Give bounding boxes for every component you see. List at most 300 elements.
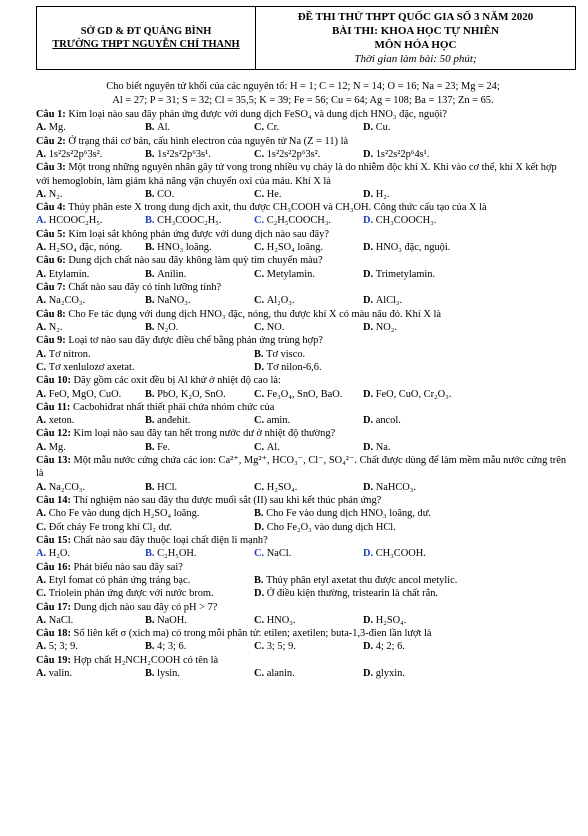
option-b[interactable]	[145, 481, 254, 494]
option-text: H₂SO₄ loãng.	[266, 242, 324, 254]
option-letter: D.	[363, 481, 374, 493]
option-text: H₂SO₄.	[375, 614, 407, 626]
answer-options	[36, 481, 570, 494]
question-11	[36, 401, 570, 428]
option-a[interactable]	[36, 268, 145, 281]
option-text: H₂O.	[48, 548, 70, 560]
option-letter: D.	[254, 521, 265, 533]
option-a[interactable]	[36, 614, 145, 627]
answer-options	[36, 587, 570, 600]
answer-options	[36, 388, 570, 401]
option-letter: C.	[254, 268, 265, 280]
option-letter: B.	[145, 295, 155, 307]
option-b[interactable]	[254, 507, 431, 520]
question-text: Số liên kết σ (xích ma) có trong mỗi phân tử: etilen; axetilen; buta-1,3-đien lần lượt là	[73, 628, 432, 640]
option-text: 3; 5; 9.	[266, 641, 296, 653]
option-b[interactable]	[145, 414, 254, 427]
option-text: 1s²2s²2p⁶4s¹.	[375, 148, 430, 160]
option-letter: D.	[363, 295, 374, 307]
option-letter: B.	[145, 188, 155, 200]
option-d[interactable]	[363, 121, 390, 134]
question-12	[36, 427, 570, 454]
option-a[interactable]	[36, 507, 254, 520]
question-text: Chất nào sau đây có tính lưỡng tính?	[68, 282, 222, 293]
answer-options	[36, 241, 570, 254]
option-text: Cho Fe₂O₃ vào dung dịch HCl.	[266, 521, 396, 533]
option-c[interactable]	[254, 414, 363, 427]
option-text: Cho Fe vào dung dịch H₂SO₄ loãng.	[48, 508, 200, 520]
option-a[interactable]	[36, 121, 145, 134]
option-c[interactable]	[254, 667, 363, 680]
option-text: Đốt cháy Fe trong khí Cl₂ dư.	[48, 521, 172, 533]
question-text: Dung dịch chất nào sau đây không làm quỳ tím chuyển màu?	[68, 255, 323, 267]
option-d[interactable]	[363, 614, 406, 627]
answer-options	[36, 188, 570, 201]
option-c[interactable]	[254, 481, 363, 494]
option-letter: B.	[145, 122, 155, 134]
question-stem	[36, 427, 570, 440]
school-name: TRƯỜNG THPT NGUYỄN CHÍ THANH	[52, 39, 240, 51]
option-letter: D.	[254, 588, 265, 600]
option-text: Triolein phản ứng được với nước brom.	[48, 588, 214, 600]
option-letter: C.	[254, 548, 265, 560]
option-text: NaCl.	[266, 548, 292, 560]
option-letter: A.	[36, 242, 47, 254]
option-a[interactable]	[36, 321, 145, 334]
option-text: 1s²2s²2p⁶3s¹.	[157, 148, 211, 160]
question-17	[36, 601, 570, 628]
question-number: Câu 5:	[36, 228, 66, 240]
option-c[interactable]	[254, 294, 363, 307]
option-c[interactable]	[36, 587, 254, 600]
option-text: CH₃COOH.	[375, 548, 426, 560]
question-15	[36, 534, 570, 561]
option-text: Al.	[266, 441, 280, 453]
option-d[interactable]	[254, 587, 438, 600]
question-1	[36, 108, 570, 135]
question-14	[36, 494, 570, 534]
option-b[interactable]	[145, 121, 254, 134]
option-letter: B.	[254, 348, 264, 360]
question-stem	[36, 601, 570, 614]
option-text: Na₂CO₃.	[48, 481, 86, 493]
option-b[interactable]	[145, 441, 254, 454]
answer-options	[36, 441, 570, 454]
question-number: Câu 1:	[36, 108, 66, 120]
answer-options	[36, 121, 570, 134]
option-text: Na.	[375, 441, 391, 453]
question-list	[36, 108, 570, 680]
option-text: He.	[266, 188, 282, 200]
question-stem	[36, 201, 570, 214]
option-b[interactable]	[145, 321, 254, 334]
option-letter: C.	[36, 588, 47, 600]
option-text: Trimetylamin.	[375, 268, 436, 280]
option-letter: B.	[145, 548, 155, 560]
answer-options	[36, 521, 570, 534]
option-letter: C.	[254, 321, 265, 333]
option-b[interactable]	[145, 294, 254, 307]
question-stem	[36, 281, 570, 294]
option-text: Mg.	[48, 441, 66, 453]
question-text: Kim loại nào sau đây tan hết trong nước dư ở nhiệt độ thường?	[73, 428, 336, 440]
option-text: HCl.	[157, 481, 178, 493]
option-text: CH₃COOC₂H₅.	[157, 215, 222, 227]
question-19	[36, 654, 570, 681]
option-text: NaCl.	[48, 614, 74, 626]
option-text: H₂SO₄.	[266, 481, 298, 493]
question-text: Chất nào sau đây thuộc loại chất điện li mạnh?	[73, 534, 268, 546]
option-d[interactable]	[363, 547, 426, 560]
option-letter: A.	[36, 574, 47, 586]
option-letter: D.	[254, 361, 265, 373]
option-text: lysin.	[157, 668, 180, 680]
answer-options	[36, 294, 570, 307]
question-text: Thủy phân este X trong dung dịch axit, thu được CH₃COOH và CH₃OH. Công thức cấu tạo của X là	[68, 202, 487, 214]
question-4	[36, 201, 570, 228]
question-stem	[36, 108, 570, 121]
option-letter: D.	[363, 548, 374, 560]
option-text: Fe₃O₄, SnO, BaO.	[266, 388, 343, 400]
question-number: Câu 13:	[36, 455, 71, 467]
department-name: SỞ GD & ĐT QUẢNG BÌNH	[80, 25, 212, 37]
option-text: FeO, CuO, Cr₂O₃.	[375, 388, 452, 400]
option-letter: A.	[36, 614, 47, 626]
option-letter: A.	[36, 441, 47, 453]
question-text: Thí nghiệm nào sau đây thu được muối sắt (II) sau khi kết thúc phản ứng?	[73, 495, 382, 506]
option-text: amin.	[266, 415, 291, 427]
option-c[interactable]	[254, 321, 363, 334]
question-text: Loại tơ nào sau đây được điều chế bằng phản ứng trùng hợp?	[68, 335, 323, 347]
option-a[interactable]	[36, 481, 145, 494]
option-c[interactable]	[254, 214, 363, 227]
exam-subject-area: BÀI THI: KHOA HỌC TỰ NHIÊN	[332, 25, 499, 38]
option-c[interactable]	[36, 361, 254, 374]
option-text: xeton.	[48, 415, 75, 427]
option-c[interactable]	[254, 148, 363, 161]
question-stem	[36, 374, 570, 387]
exam-header	[36, 6, 576, 70]
option-letter: A.	[36, 148, 47, 160]
option-text: H₂SO₄ đặc, nóng.	[48, 242, 123, 254]
option-text: 4; 3; 6.	[157, 641, 187, 653]
option-letter: C.	[254, 188, 265, 200]
option-text: C₂H₅COOCH₃.	[266, 215, 331, 227]
option-letter: A.	[36, 188, 47, 200]
option-c[interactable]	[254, 241, 363, 254]
option-c[interactable]	[254, 388, 363, 401]
option-letter: B.	[145, 441, 155, 453]
question-number: Câu 3:	[36, 162, 66, 174]
option-text: anđehit.	[157, 415, 191, 427]
option-letter: D.	[363, 242, 374, 254]
option-letter: A.	[36, 415, 47, 427]
question-8	[36, 308, 570, 335]
question-text: Một trong những nguyên nhân gây tử vong trong nhiều vụ cháy là do nhiễm độc khí X. Khi vào cơ thể, khí X kết hợp với hemoglobin, làm giảm khả năng vận chuyển oxi của máu. Khí X là	[36, 162, 557, 187]
option-c[interactable]	[254, 121, 363, 134]
option-letter: A.	[36, 321, 47, 333]
option-text: HCOOC₂H₅.	[48, 215, 103, 227]
option-c[interactable]	[36, 521, 254, 534]
question-text: Phát biểu nào sau đây sai?	[73, 561, 183, 573]
option-a[interactable]	[36, 547, 145, 560]
option-a[interactable]	[36, 414, 145, 427]
option-letter: D.	[363, 415, 374, 427]
option-text: Tơ nitron.	[48, 348, 91, 360]
option-letter: B.	[145, 415, 155, 427]
answer-options	[36, 574, 570, 587]
atomic-mass-line-1: Cho biết nguyên tử khối của các nguyên tố: H = 1; C = 12; N = 14; O = 16; Na = 23; Mg = 24;	[106, 81, 500, 93]
option-b[interactable]	[254, 348, 305, 361]
option-letter: C.	[254, 215, 265, 227]
option-text: alanin.	[266, 668, 295, 680]
option-a[interactable]	[36, 574, 254, 587]
question-number: Câu 19:	[36, 654, 71, 666]
exam-subject: MÔN HÓA HỌC	[374, 39, 457, 52]
option-text: Thủy phân etyl axetat thu được ancol metylic.	[266, 574, 458, 586]
option-b[interactable]	[145, 241, 254, 254]
question-stem	[36, 254, 570, 267]
option-text: Tơ xenlulozơ axetat.	[48, 361, 135, 373]
option-letter: B.	[145, 148, 155, 160]
option-letter: B.	[145, 388, 155, 400]
option-letter: D.	[363, 188, 374, 200]
option-d[interactable]	[363, 441, 390, 454]
option-text: Tơ visco.	[266, 348, 306, 360]
option-d[interactable]	[363, 388, 451, 401]
option-letter: A.	[36, 388, 47, 400]
option-c[interactable]	[254, 547, 363, 560]
option-a[interactable]	[36, 294, 145, 307]
option-text: C₂H₅OH.	[157, 548, 197, 560]
answer-options	[36, 348, 570, 361]
option-c[interactable]	[254, 614, 363, 627]
option-c[interactable]	[254, 640, 363, 653]
option-d[interactable]	[363, 188, 389, 201]
option-b[interactable]	[145, 640, 254, 653]
option-b[interactable]	[145, 188, 254, 201]
question-stem	[36, 228, 570, 241]
option-b[interactable]	[145, 547, 254, 560]
option-letter: D.	[363, 668, 374, 680]
option-letter: B.	[145, 614, 155, 626]
option-text: Ở điều kiện thường, tristearin là chất rắn.	[266, 588, 438, 600]
option-text: Metylamin.	[266, 268, 315, 280]
option-letter: A.	[36, 641, 47, 653]
question-text: Cho Fe tác dụng với dung dịch HNO₃ đặc, nóng, thu được khí X có màu nâu đỏ. Khí X là	[68, 308, 441, 320]
question-stem	[36, 401, 570, 414]
school-block	[37, 7, 256, 70]
answer-options	[36, 614, 570, 627]
question-text: Ở trạng thái cơ bản, cấu hình electron của nguyên tử Na (Z = 11) là	[68, 135, 349, 147]
option-text: CH₃COOCH₃.	[375, 215, 437, 227]
option-d[interactable]	[363, 214, 436, 227]
option-letter: C.	[254, 441, 265, 453]
option-text: Etylamin.	[48, 268, 90, 280]
option-a[interactable]	[36, 348, 254, 361]
answer-options	[36, 214, 570, 227]
option-b[interactable]	[254, 574, 457, 587]
option-b[interactable]	[145, 148, 254, 161]
option-letter: B.	[145, 641, 155, 653]
question-number: Câu 4:	[36, 202, 66, 214]
option-text: Anilin.	[157, 268, 187, 280]
question-text: Cacbohiđrat nhất thiết phải chứa nhóm chức của	[72, 401, 275, 413]
option-letter: A.	[36, 215, 47, 227]
option-c[interactable]	[254, 188, 363, 201]
option-letter: A.	[36, 668, 47, 680]
option-text: glyxin.	[375, 668, 405, 680]
option-text: valin.	[48, 668, 73, 680]
question-stem	[36, 561, 570, 574]
question-number: Câu 9:	[36, 335, 66, 347]
question-text: Dung dịch nào sau đây có pH > 7?	[73, 601, 218, 613]
option-d[interactable]	[363, 640, 405, 653]
option-letter: C.	[36, 361, 47, 373]
question-number: Câu 17:	[36, 601, 71, 613]
question-number: Câu 10:	[36, 375, 71, 387]
question-13	[36, 454, 570, 494]
option-letter: B.	[145, 321, 155, 333]
option-d[interactable]	[254, 361, 322, 374]
question-stem	[36, 454, 570, 481]
option-letter: B.	[145, 668, 155, 680]
option-c[interactable]	[254, 268, 363, 281]
answer-options	[36, 361, 570, 374]
question-6	[36, 254, 570, 281]
option-text: FeO, MgO, CuO.	[48, 388, 122, 400]
option-d[interactable]	[363, 414, 401, 427]
option-letter: C.	[254, 122, 265, 134]
option-b[interactable]	[145, 214, 254, 227]
question-number: Câu 2:	[36, 135, 66, 147]
option-a[interactable]	[36, 188, 145, 201]
option-d[interactable]	[363, 241, 450, 254]
option-letter: A.	[36, 295, 47, 307]
question-text: Hợp chất H₂NCH₂COOH có tên là	[73, 654, 219, 666]
option-text: N₂O.	[157, 321, 179, 333]
question-18	[36, 627, 570, 654]
option-d[interactable]	[363, 321, 397, 334]
option-b[interactable]	[145, 388, 254, 401]
option-a[interactable]	[36, 214, 145, 227]
option-letter: A.	[36, 481, 47, 493]
question-number: Câu 8:	[36, 308, 66, 320]
answer-options	[36, 667, 570, 680]
option-a[interactable]	[36, 441, 145, 454]
option-letter: D.	[363, 268, 374, 280]
option-d[interactable]	[363, 148, 429, 161]
question-stem	[36, 534, 570, 547]
option-letter: C.	[254, 148, 265, 160]
question-number: Câu 18:	[36, 628, 71, 640]
option-letter: D.	[363, 441, 374, 453]
question-stem	[36, 135, 570, 148]
option-text: ancol.	[375, 415, 401, 427]
option-d[interactable]	[254, 521, 396, 534]
option-text: Cr.	[266, 122, 280, 134]
option-text: Na₂CO₃.	[48, 295, 86, 307]
question-stem	[36, 161, 570, 188]
question-text: Dãy gồm các oxit đều bị Al khử ở nhiệt độ cao là:	[73, 375, 281, 387]
option-b[interactable]	[145, 614, 254, 627]
option-d[interactable]	[363, 667, 405, 680]
option-a[interactable]	[36, 148, 145, 161]
option-c[interactable]	[254, 441, 363, 454]
question-text: Một mẫu nước cứng chứa các ion: Ca²⁺, Mg²⁺, HCO₃⁻, Cl⁻, SO₄²⁻. Chất được dùng để làm mềm mẫu nước cứng trên là	[36, 455, 567, 480]
answer-options	[36, 148, 570, 161]
option-text: PbO, K₂O, SnO.	[157, 388, 226, 400]
answer-options	[36, 414, 570, 427]
option-text: 1s²2s²2p⁶3s².	[48, 148, 103, 160]
option-letter: B.	[145, 481, 155, 493]
option-letter: D.	[363, 614, 374, 626]
question-16	[36, 561, 570, 601]
option-d[interactable]	[363, 294, 402, 307]
question-number: Câu 7:	[36, 282, 66, 293]
option-text: N₂.	[48, 321, 63, 333]
option-letter: B.	[145, 242, 155, 254]
option-letter: C.	[254, 415, 265, 427]
option-letter: A.	[36, 508, 47, 520]
option-letter: D.	[363, 321, 374, 333]
option-text: AlCl₃.	[375, 295, 403, 307]
option-a[interactable]	[36, 388, 145, 401]
question-text: Kim loại nào sau đây phản ứng được với dung dịch FeSO₄ và dung dịch HNO₃ đặc, nguội?	[68, 108, 448, 120]
option-text: NaNO₃.	[157, 295, 191, 307]
option-a[interactable]	[36, 241, 145, 254]
option-letter: D.	[363, 641, 374, 653]
answer-options	[36, 507, 570, 520]
option-text: 1s²2s²2p⁶3s².	[266, 148, 321, 160]
option-letter: C.	[254, 641, 265, 653]
option-a[interactable]	[36, 640, 145, 653]
option-text: NaHCO₃.	[375, 481, 416, 493]
question-stem	[36, 627, 570, 640]
question-number: Câu 12:	[36, 428, 71, 440]
answer-options	[36, 640, 570, 653]
option-text: Etyl fomat có phản ứng tráng bạc.	[48, 574, 191, 586]
option-d[interactable]	[363, 268, 435, 281]
option-b[interactable]	[145, 268, 254, 281]
option-text: 4; 2; 6.	[375, 641, 405, 653]
option-text: HNO₃.	[266, 614, 296, 626]
option-text: HNO₃ loãng.	[157, 242, 212, 254]
option-letter: C.	[254, 614, 265, 626]
answer-options	[36, 321, 570, 334]
option-letter: A.	[36, 268, 47, 280]
question-stem	[36, 334, 570, 347]
option-letter: C.	[36, 521, 47, 533]
question-7	[36, 281, 570, 308]
option-d[interactable]	[363, 481, 416, 494]
option-letter: B.	[254, 508, 264, 520]
option-a[interactable]	[36, 667, 145, 680]
option-b[interactable]	[145, 667, 254, 680]
option-text: 5; 3; 9.	[48, 641, 78, 653]
option-letter: C.	[254, 668, 265, 680]
option-text: NO.	[266, 321, 285, 333]
question-number: Câu 14:	[36, 495, 71, 506]
question-10	[36, 374, 570, 401]
option-letter: D.	[363, 122, 374, 134]
option-letter: A.	[36, 548, 47, 560]
atomic-mass-intro	[36, 80, 570, 107]
option-letter: A.	[36, 122, 47, 134]
option-text: NaOH.	[157, 614, 187, 626]
option-letter: D.	[363, 388, 374, 400]
option-letter: A.	[36, 348, 47, 360]
